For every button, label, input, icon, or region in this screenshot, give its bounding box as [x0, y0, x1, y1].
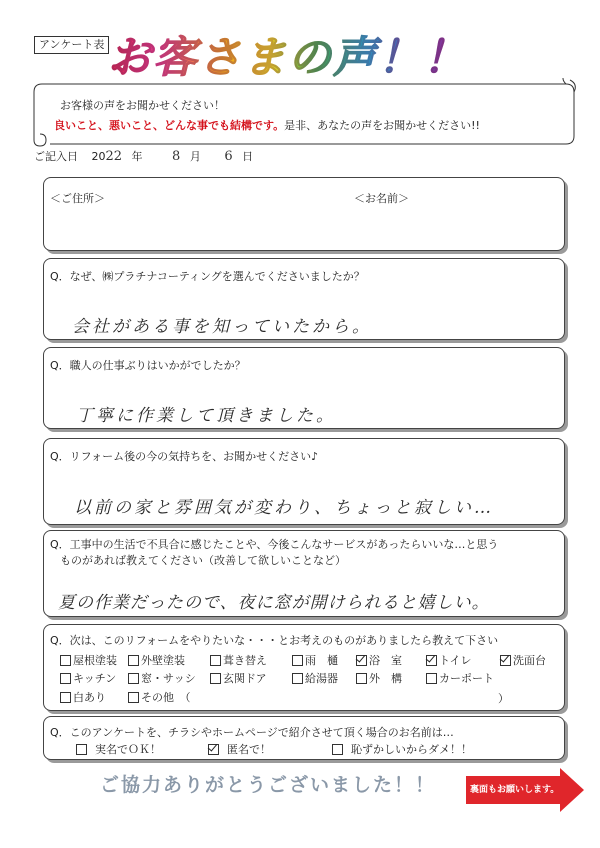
option-checkbox[interactable]: [356, 655, 367, 666]
option-label: 浴 室: [369, 654, 402, 667]
name-option-label: 匿名で！: [227, 743, 271, 756]
option-checkbox[interactable]: [60, 655, 71, 666]
scroll-banner: [30, 78, 578, 150]
month-value: 8: [172, 149, 181, 164]
name-option-item[interactable]: [208, 741, 271, 757]
option-checkbox[interactable]: [426, 655, 437, 666]
month-label: 月: [189, 150, 201, 163]
option-checkbox[interactable]: [128, 692, 139, 703]
question-6: Q．このアンケートを、チラシやホームページで紹介させて頂く場合のお名前は…: [50, 726, 454, 739]
option-checkbox[interactable]: [210, 655, 221, 666]
answer-3: 以前の家と雰囲気が変わり、ちょっと寂しい…: [74, 498, 494, 518]
option-label: 外壁塗装: [141, 654, 185, 667]
intro-rest: 是非、あなたの声をお聞かせください!!: [284, 119, 480, 132]
option-item[interactable]: [292, 670, 338, 686]
form-label: アンケート表: [34, 36, 109, 54]
option-checkbox[interactable]: [128, 655, 139, 666]
answer-4: 夏の作業だったので、夜に窓が開けられると嬉しい。: [58, 593, 490, 613]
name-option-checkbox[interactable]: [332, 744, 343, 755]
name-option-checkbox[interactable]: [208, 744, 219, 755]
option-label: 屋根塗装: [73, 654, 117, 667]
question-5: Q．次は、このリフォームをやりたいな・・・とお考えのものがありましたら教えて下さい: [50, 634, 499, 647]
name-option-label: 恥ずかしいからダメ！！: [351, 743, 472, 756]
question-2: Q．職人の仕事ぶりはいかがでしたか？: [50, 359, 246, 372]
option-item[interactable]: [210, 670, 267, 686]
name-option-item[interactable]: [332, 741, 472, 757]
option-label: トイレ: [439, 654, 472, 667]
option-checkbox[interactable]: [60, 673, 71, 684]
option-label: 白あり: [73, 691, 106, 704]
option-checkbox[interactable]: [292, 655, 303, 666]
option-checkbox[interactable]: [60, 692, 71, 703]
other-close: ）: [498, 692, 509, 705]
thanks-message: ご協力ありがとうございました！！: [100, 774, 437, 796]
intro-line2: [54, 117, 480, 133]
page-title: お客さまの声！！: [108, 33, 468, 83]
intro-line1: お客様の声をお聞かせください！: [60, 99, 225, 112]
option-checkbox[interactable]: [210, 673, 221, 684]
option-label: 給湯器: [305, 672, 338, 685]
option-item[interactable]: [60, 670, 116, 686]
year-label: 年: [131, 150, 143, 163]
option-item[interactable]: [500, 652, 546, 668]
year-value: 22: [105, 149, 123, 164]
customer-box: [43, 177, 565, 251]
option-label: 葺き替え: [223, 654, 267, 667]
year-prefix: 20: [91, 150, 106, 163]
option-item[interactable]: [356, 670, 402, 686]
option-item[interactable]: [60, 689, 106, 705]
option-label: キッチン: [73, 672, 117, 685]
option-item[interactable]: [292, 652, 338, 668]
name-option-checkbox[interactable]: [76, 744, 87, 755]
option-checkbox[interactable]: [292, 673, 303, 684]
option-label: 窓・サッシ: [141, 672, 196, 685]
option-label: 洗面台: [513, 654, 546, 667]
question-3: Q．リフォーム後の今の気持ちを、お聞かせください♪: [50, 450, 319, 463]
answer-1: 会社がある事を知っていたから。: [72, 317, 372, 337]
question-4-line2: ものがあれば教えてください（改善して欲しいことなど）: [60, 554, 346, 567]
option-item[interactable]: [60, 652, 117, 668]
intro-emphasis: 良いこと、悪いこと、どんな事でも結構です。: [54, 119, 285, 132]
option-item[interactable]: [426, 670, 494, 686]
day-value: 6: [224, 149, 233, 164]
option-item[interactable]: [426, 652, 471, 668]
day-label: 日: [242, 150, 254, 163]
option-item[interactable]: [128, 670, 196, 686]
option-item[interactable]: [356, 652, 402, 668]
back-side-note: 裏面もお願いします。: [470, 785, 560, 795]
option-checkbox[interactable]: [426, 673, 437, 684]
question-4-line1: Q．工事中の生活で不具合に感じたことや、今後こんなサービスがあったらいいな…と思う: [50, 538, 499, 551]
option-label: 外 構: [369, 672, 402, 685]
option-item[interactable]: [128, 652, 185, 668]
date-row: [34, 148, 253, 164]
option-label: その他 （: [141, 691, 191, 704]
option-item[interactable]: [210, 652, 267, 668]
option-label: 雨 樋: [305, 654, 338, 667]
question-1: Q．なぜ、㈱プラチナコーティングを選んでくださいましたか？: [50, 270, 365, 283]
name-option-item[interactable]: [76, 741, 161, 757]
address-label: ＜ご住所＞: [50, 192, 105, 205]
option-checkbox[interactable]: [128, 673, 139, 684]
name-label: ＜お名前＞: [354, 192, 409, 205]
option-checkbox[interactable]: [356, 673, 367, 684]
name-option-label: 実名でＯＫ！: [95, 743, 161, 756]
option-label: 玄関ドア: [223, 672, 267, 685]
date-label: ご記入日: [34, 150, 78, 163]
option-checkbox[interactable]: [500, 655, 511, 666]
option-item[interactable]: [128, 689, 191, 705]
option-label: カーポート: [439, 672, 494, 685]
answer-2: 丁寧に作業して頂きました。: [76, 406, 336, 426]
